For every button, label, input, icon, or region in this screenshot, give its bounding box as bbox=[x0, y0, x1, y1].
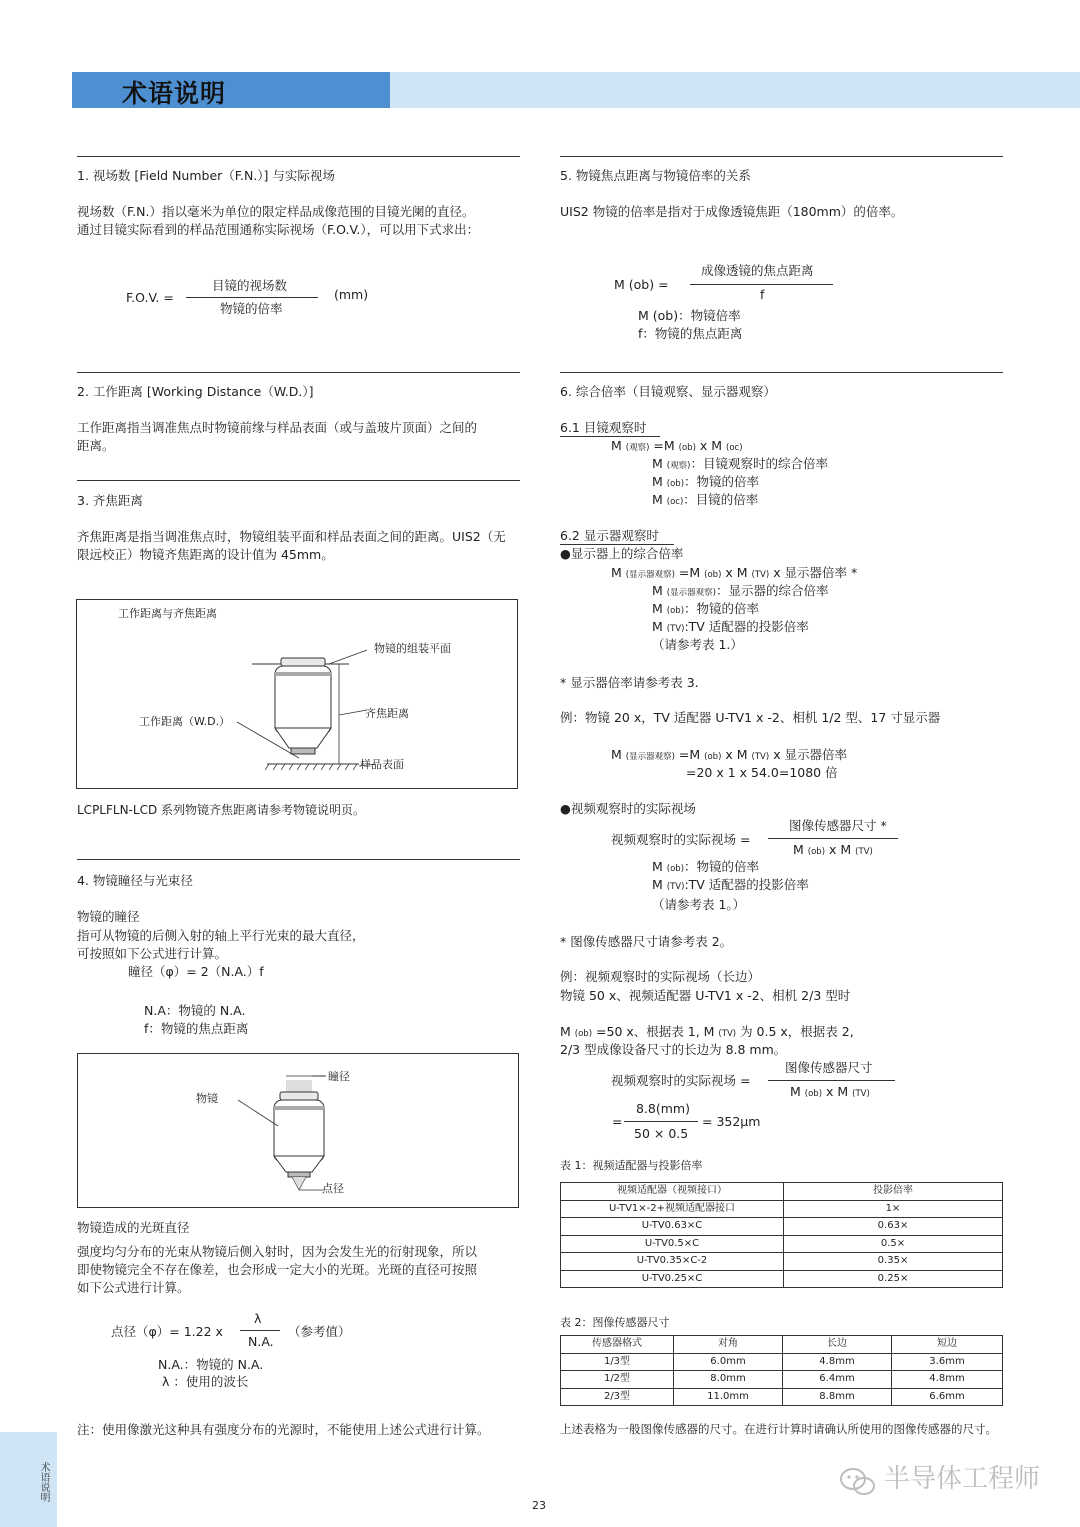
mob-formula-left: M (ob) = bbox=[614, 277, 669, 292]
wechat-logo bbox=[838, 1466, 878, 1498]
s3-paragraph-2: 限远校正）物镜齐焦距离的设计值为 45mm。 bbox=[77, 547, 334, 562]
s62-formula-tail: x 显示器倍率 * bbox=[773, 565, 858, 580]
s3-heading: 3. 齐焦距离 bbox=[77, 493, 143, 508]
table-row bbox=[561, 1388, 1003, 1406]
s63-def-3: （请参考表 1。） bbox=[652, 897, 746, 912]
ex1-calculation: =20 x 1 x 54.0=1080 倍 bbox=[686, 765, 838, 780]
section-divider bbox=[77, 480, 520, 481]
spot-def-lambda: λ ：使用的波长 bbox=[162, 1374, 249, 1389]
sub-ob: ob bbox=[670, 864, 681, 874]
sub-oc: oc bbox=[729, 443, 740, 453]
fig1-title: 工作距离与齐焦距离 bbox=[118, 607, 217, 620]
sub-ob: ob bbox=[670, 606, 681, 616]
s4-paragraph-3: 强度均匀分布的光束从物镜后侧入射时，因为会发生光的衍射现象，所以 bbox=[77, 1244, 478, 1259]
table-row bbox=[561, 1235, 1003, 1253]
table2-header: 传感器格式 bbox=[561, 1336, 674, 1354]
s63-example-2-line-2: 物镜 50 x、视频适配器 U-TV1 x -2、相机 2/3 型时 bbox=[560, 988, 851, 1003]
table-cell: 6.4mm bbox=[783, 1371, 892, 1389]
table-cell: 6.0mm bbox=[674, 1353, 783, 1371]
s63-def-1: M (ob)：物镜的倍率 bbox=[652, 859, 760, 874]
table1-header: 视频适配器（视频接口） bbox=[561, 1183, 784, 1201]
table-cell: 0.35× bbox=[784, 1253, 1003, 1271]
s4-heading: 4. 物镜瞳径与光束径 bbox=[77, 873, 193, 888]
s63-example-2-line-4: 2/3 型成像设备尺寸的长边为 8.8 mm。 bbox=[560, 1042, 787, 1057]
table-row bbox=[561, 1270, 1003, 1288]
calc-numerator: 8.8(mm) bbox=[636, 1101, 690, 1116]
fraction-line bbox=[768, 838, 898, 839]
fig1-label-wd: 工作距离（W.D.） bbox=[139, 715, 231, 728]
s5-paragraph-1: UIS2 物镜的倍率是指对于成像透镜焦距（180mm）的倍率。 bbox=[560, 204, 904, 219]
table-cell: 2/3型 bbox=[561, 1388, 674, 1406]
table-cell: 4.8mm bbox=[783, 1353, 892, 1371]
s2-paragraph-1: 工作距离指当调准焦点时物镜前缘与样品表面（或与盖玻片顶面）之间的 bbox=[77, 420, 478, 435]
table-cell: 3.6mm bbox=[892, 1353, 1003, 1371]
sub-ob: ob bbox=[707, 752, 719, 762]
table-row bbox=[561, 1353, 1003, 1371]
video-denominator-2: M (ob) x M (TV) bbox=[790, 1084, 870, 1099]
s62-formula: M (显示器观察) =M (ob) x M (TV) x 显示器倍率 * bbox=[611, 565, 858, 580]
objective-diagram bbox=[77, 600, 517, 788]
s62-def-text-1: ：显示器的综合倍率 bbox=[715, 583, 829, 598]
pupil-formula: 瞳径（φ）= 2（N.A.）f bbox=[128, 964, 264, 979]
calc-result: = 352μm bbox=[702, 1114, 761, 1129]
page-title: 术语说明 bbox=[122, 79, 227, 108]
fig2-label-pupil: 瞳径 bbox=[328, 1070, 350, 1083]
sub-ob: ob bbox=[707, 570, 719, 580]
s63-example-2-line-3: M (ob) =50 x、根据表 1, M (TV) 为 0.5 x，根据表 2, bbox=[560, 1024, 854, 1039]
pupil-def-f: f：物镜的焦点距离 bbox=[144, 1021, 249, 1036]
s4-paragraph-2: 可按照如下公式进行计算。 bbox=[77, 946, 228, 961]
s61-def-text-1: ：目镜观察时的综合倍率 bbox=[690, 456, 828, 471]
s3-note: LCPLFLN-LCD 系列物镜齐焦距离请参考物镜说明页。 bbox=[77, 803, 366, 817]
table-cell: 8.0mm bbox=[674, 1371, 783, 1389]
s63-def-text-1: ：物镜的倍率 bbox=[684, 859, 760, 874]
mob-def-f: f：物镜的焦点距离 bbox=[638, 326, 743, 341]
table-cell: U-TV0.35×C-2 bbox=[561, 1253, 784, 1271]
header-banner-accent bbox=[72, 72, 390, 108]
fov-formula-left: F.O.V. = bbox=[126, 290, 174, 305]
table2-note: 上述表格为一般图像传感器的尺寸。在进行计算时请确认所使用的图像传感器的尺寸。 bbox=[560, 1422, 997, 1436]
table-cell: 0.25× bbox=[784, 1270, 1003, 1288]
spot-numerator: λ bbox=[254, 1311, 262, 1326]
spot-formula-left: 点径（φ）= 1.22 x bbox=[111, 1324, 223, 1339]
fov-numerator: 目镜的视场数 bbox=[212, 278, 288, 293]
page-number: 23 bbox=[532, 1499, 546, 1512]
sub-disp: 显示器观察 bbox=[629, 752, 672, 762]
s5-heading: 5. 物镜焦点距离与物镜倍率的关系 bbox=[560, 168, 751, 183]
table-row bbox=[561, 1200, 1003, 1218]
table1-header: 投影倍率 bbox=[784, 1183, 1003, 1201]
s61-def-1: M (观察)：目镜观察时的综合倍率 bbox=[652, 456, 828, 471]
s61-def-text-2: ：物镜的倍率 bbox=[684, 474, 760, 489]
s62-bullet: ●显示器上的综合倍率 bbox=[560, 546, 684, 561]
table-cell: U-TV0.5×C bbox=[561, 1235, 784, 1253]
fraction-line bbox=[240, 1330, 280, 1331]
calc-denominator: 50 × 0.5 bbox=[634, 1126, 689, 1141]
pupil-def-na: N.A：物镜的 N.A. bbox=[144, 1003, 246, 1018]
table-cell: 11.0mm bbox=[674, 1388, 783, 1406]
table-row bbox=[561, 1371, 1003, 1389]
s62-def-1: M (显示器观察)：显示器的综合倍率 bbox=[652, 583, 829, 598]
s4-warning-note: 注：使用像激光这种具有强度分布的光源时，不能使用上述公式进行计算。 bbox=[77, 1422, 490, 1437]
sub-ob: ob bbox=[811, 847, 822, 857]
video-numerator-2: 图像传感器尺寸 bbox=[785, 1060, 873, 1075]
video-denominator: M (ob) x M (TV) bbox=[793, 842, 873, 857]
s61-def-2: M (ob)：物镜的倍率 bbox=[652, 474, 760, 489]
ex2-text-b: 为 0.5 x，根据表 2, bbox=[740, 1024, 854, 1039]
sub-disp: 显示器观察 bbox=[670, 588, 713, 598]
sub-tv: TV bbox=[754, 570, 766, 580]
mob-denominator: f bbox=[760, 287, 765, 302]
sub-ob: ob bbox=[808, 1089, 819, 1099]
table2-header: 短边 bbox=[892, 1336, 1003, 1354]
watermark-text: 半导体工程师 bbox=[884, 1464, 1041, 1494]
sub-tv: TV bbox=[754, 752, 766, 762]
sub-tv: TV bbox=[855, 1089, 867, 1099]
mob-def-ob: M (ob)：物镜倍率 bbox=[638, 308, 741, 323]
s6-heading: 6. 综合倍率（目镜观察、显示器观察） bbox=[560, 384, 776, 399]
section-divider bbox=[77, 859, 520, 860]
s61-heading: 6.1 目镜观察时 bbox=[560, 420, 647, 435]
s63-note-2: * 图像传感器尺寸请参考表 2。 bbox=[560, 934, 733, 949]
fig1-label-mount: 物镜的组装平面 bbox=[374, 642, 451, 655]
s61-formula: M (观察) =M (ob) x M (oc) bbox=[611, 438, 743, 453]
spot-reference: （参考值） bbox=[288, 1324, 351, 1339]
s2-paragraph-2: 距离。 bbox=[77, 438, 115, 453]
table2-header: 对角 bbox=[674, 1336, 783, 1354]
ex1-formula-tail: x 显示器倍率 bbox=[773, 747, 848, 762]
s3-paragraph-1: 齐焦距离是指当调准焦点时，物镜组装平面和样品表面之间的距离。UIS2（无 bbox=[77, 529, 506, 544]
sub-obs: 观察 bbox=[670, 461, 688, 471]
s4-paragraph-5: 如下公式进行计算。 bbox=[77, 1280, 190, 1295]
s62-def-4: （请参考表 1.） bbox=[652, 637, 743, 652]
sub-ob: ob bbox=[681, 443, 693, 453]
table-cell: 4.8mm bbox=[892, 1371, 1003, 1389]
fraction-line bbox=[768, 1080, 895, 1081]
figure-pupil bbox=[77, 1053, 519, 1208]
s61-def-text-3: ：目镜的倍率 bbox=[683, 492, 759, 507]
s62-def-2: M (ob)：物镜的倍率 bbox=[652, 601, 760, 616]
table2-caption: 表 2：图像传感器尺寸 bbox=[560, 1316, 670, 1329]
spot-denominator: N.A. bbox=[248, 1334, 274, 1349]
s4-paragraph-1: 指可从物镜的后侧入射的轴上平行光束的最大直径， bbox=[77, 928, 365, 943]
table-row bbox=[561, 1253, 1003, 1271]
table2-header: 长边 bbox=[783, 1336, 892, 1354]
s1-heading: 1. 视场数 [Field Number（F.N.）] 与实际视场 bbox=[77, 168, 335, 183]
sub-disp: 显示器观察 bbox=[629, 570, 672, 580]
s4-subheading-spot: 物镜造成的光斑直径 bbox=[77, 1220, 190, 1235]
s63-example-2-line-1: 例：视频观察时的实际视场（长边） bbox=[560, 969, 761, 984]
table-cell: 1/3型 bbox=[561, 1353, 674, 1371]
sub-tv: TV bbox=[858, 847, 870, 857]
table1-caption: 表 1：视频适配器与投影倍率 bbox=[560, 1159, 703, 1172]
pupil-diagram bbox=[78, 1054, 518, 1207]
section-divider bbox=[77, 156, 520, 157]
table1 bbox=[560, 1182, 1003, 1288]
s63-def-2: M (TV):TV 适配器的投影倍率 bbox=[652, 877, 809, 892]
video-formula-left-2: 视频观察时的实际视场 = bbox=[611, 1073, 751, 1088]
fig1-label-surface: 样品表面 bbox=[360, 758, 404, 771]
sub-tv: TV bbox=[721, 1029, 733, 1039]
table-cell: U-TV1×-2+视频适配器接口 bbox=[561, 1200, 784, 1218]
s62-def-3: M (TV):TV 适配器的投影倍率 bbox=[652, 619, 809, 634]
s2-heading: 2. 工作距离 [Working Distance（W.D.）] bbox=[77, 384, 314, 399]
table2-header-row bbox=[561, 1336, 1003, 1354]
fig1-label-parfocal: 齐焦距离 bbox=[365, 707, 409, 720]
s4-paragraph-4: 即使物镜完全不存在像差，也会形成一定大小的光斑。光斑的直径可按照 bbox=[77, 1262, 478, 1277]
fraction-line bbox=[624, 1121, 698, 1122]
ex2-text-a: =50 x、根据表 1, M bbox=[596, 1024, 715, 1039]
sub-ob: ob bbox=[578, 1029, 589, 1039]
fov-denominator: 物镜的倍率 bbox=[220, 301, 283, 316]
fig2-label-objective: 物镜 bbox=[196, 1092, 218, 1105]
s62-note-1: * 显示器倍率请参考表 3. bbox=[560, 675, 699, 690]
video-formula-left: 视频观察时的实际视场 = bbox=[611, 832, 751, 847]
section-divider bbox=[560, 156, 1003, 157]
table-cell: 6.6mm bbox=[892, 1388, 1003, 1406]
fov-unit: (mm) bbox=[334, 287, 369, 302]
table-cell: U-TV0.63×C bbox=[561, 1218, 784, 1236]
sub-tv: TV bbox=[670, 624, 682, 634]
s62-def-text-2: ：物镜的倍率 bbox=[684, 601, 760, 616]
video-numerator: 图像传感器尺寸 * bbox=[789, 818, 887, 833]
s63-def-text-2: :TV 适配器的投影倍率 bbox=[684, 877, 809, 892]
table-cell: U-TV0.25×C bbox=[561, 1270, 784, 1288]
s62-heading: 6.2 显示器观察时 bbox=[560, 528, 659, 543]
table-cell: 1/2型 bbox=[561, 1371, 674, 1389]
ex1-formula: M (显示器观察) =M (ob) x M (TV) x 显示器倍率 bbox=[611, 747, 848, 762]
sub-tv: TV bbox=[670, 882, 682, 892]
s62-def-text-3: :TV 适配器的投影倍率 bbox=[684, 619, 809, 634]
s1-paragraph-2: 通过目镜实际看到的样品范围通称实际视场（F.O.V.），可以用下式求出： bbox=[77, 222, 480, 237]
sub-oc: oc bbox=[670, 497, 680, 507]
wechat-icon bbox=[838, 1466, 878, 1501]
s63-bullet: ●视频观察时的实际视场 bbox=[560, 801, 696, 816]
calc-equals: = bbox=[612, 1114, 623, 1129]
spot-def-na: N.A.：物镜的 N.A. bbox=[158, 1357, 264, 1372]
section-divider bbox=[77, 372, 520, 373]
figure-working-distance bbox=[76, 599, 518, 789]
table-cell: 0.63× bbox=[784, 1218, 1003, 1236]
table1-header-row bbox=[561, 1183, 1003, 1201]
table-cell: 1× bbox=[784, 1200, 1003, 1218]
fraction-line bbox=[186, 297, 318, 298]
sub-ob: ob bbox=[670, 479, 681, 489]
s4-subheading-pupil: 物镜的瞳径 bbox=[77, 909, 140, 924]
mob-numerator: 成像透镜的焦点距离 bbox=[701, 263, 814, 278]
section-divider bbox=[560, 372, 1003, 373]
fig2-label-spot: 点径 bbox=[322, 1182, 344, 1195]
fraction-line bbox=[690, 284, 833, 285]
table-cell: 8.8mm bbox=[783, 1388, 892, 1406]
side-tab-label: 术语说明 bbox=[38, 1462, 49, 1502]
s62-example-1: 例：物镜 20 x，TV 适配器 U-TV1 x -2、相机 1/2 型、17 寸显示器 bbox=[560, 710, 941, 725]
sub-obs: 观察 bbox=[629, 443, 647, 453]
table-row bbox=[561, 1218, 1003, 1236]
table2 bbox=[560, 1335, 1003, 1406]
table-cell: 0.5× bbox=[784, 1235, 1003, 1253]
s1-paragraph-1: 视场数（F.N.）指以毫米为单位的限定样品成像范围的目镜光阑的直径。 bbox=[77, 204, 475, 219]
s61-def-3: M (oc)：目镜的倍率 bbox=[652, 492, 759, 507]
